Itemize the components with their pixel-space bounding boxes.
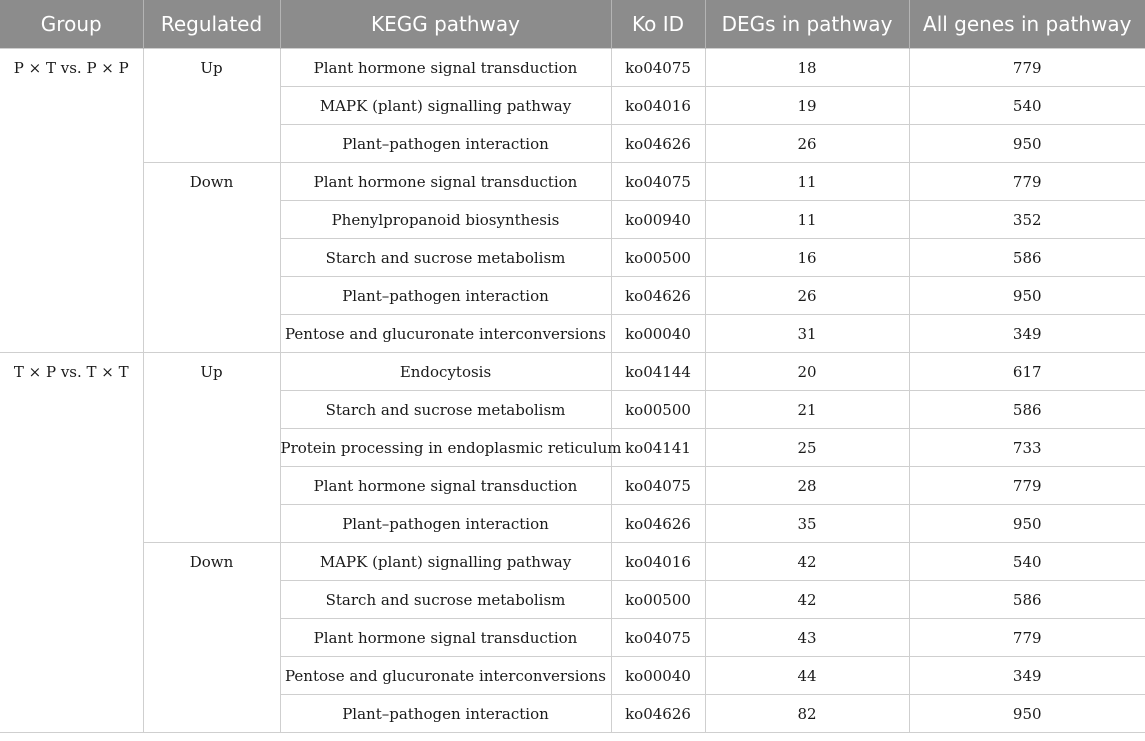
ko-id-cell: ko04626: [611, 505, 705, 543]
all-genes-cell: 950: [909, 277, 1145, 315]
degs-cell: 11: [705, 163, 909, 201]
ko-id-cell: ko04075: [611, 467, 705, 505]
ko-id-cell: ko04016: [611, 543, 705, 581]
ko-id-cell: ko00940: [611, 201, 705, 239]
kegg-pathway-cell: Starch and sucrose metabolism: [280, 239, 611, 277]
header-group: Group: [0, 0, 143, 49]
kegg-pathway-cell: Pentose and glucuronate interconversions: [280, 657, 611, 695]
degs-cell: 44: [705, 657, 909, 695]
degs-cell: 25: [705, 429, 909, 467]
table-row: [0, 49, 1145, 87]
all-genes-cell: 779: [909, 619, 1145, 657]
ko-id-cell: ko04016: [611, 87, 705, 125]
all-genes-cell: 352: [909, 201, 1145, 239]
degs-cell: 28: [705, 467, 909, 505]
degs-cell: 42: [705, 543, 909, 581]
ko-id-cell: ko04626: [611, 277, 705, 315]
table-row: [0, 543, 1145, 581]
header-regulated: Regulated: [143, 0, 280, 49]
table-row: [0, 163, 1145, 201]
ko-id-cell: ko04144: [611, 353, 705, 391]
kegg-pathway-cell: Endocytosis: [280, 353, 611, 391]
degs-cell: 16: [705, 239, 909, 277]
header-row: [0, 0, 1145, 49]
all-genes-cell: 733: [909, 429, 1145, 467]
degs-cell: 11: [705, 201, 909, 239]
kegg-pathway-cell: MAPK (plant) signalling pathway: [280, 543, 611, 581]
kegg-pathway-cell: Plant hormone signal transduction: [280, 49, 611, 87]
kegg-pathway-cell: MAPK (plant) signalling pathway: [280, 87, 611, 125]
kegg-pathway-cell: Phenylpropanoid biosynthesis: [280, 201, 611, 239]
ko-id-cell: ko00040: [611, 315, 705, 353]
kegg-pathway-cell: Plant–pathogen interaction: [280, 695, 611, 733]
degs-cell: 42: [705, 581, 909, 619]
degs-cell: 20: [705, 353, 909, 391]
degs-cell: 31: [705, 315, 909, 353]
kegg-pathway-cell: Pentose and glucuronate interconversions: [280, 315, 611, 353]
ko-id-cell: ko00500: [611, 581, 705, 619]
all-genes-cell: 586: [909, 581, 1145, 619]
group-cell: T × P vs. T × T: [0, 353, 143, 733]
all-genes-cell: 349: [909, 657, 1145, 695]
ko-id-cell: ko04626: [611, 125, 705, 163]
header-all-genes-in-pathway: All genes in pathway: [909, 0, 1145, 49]
kegg-pathway-cell: Starch and sucrose metabolism: [280, 391, 611, 429]
degs-cell: 35: [705, 505, 909, 543]
kegg-pathway-cell: Plant hormone signal transduction: [280, 163, 611, 201]
group-cell: P × T vs. P × P: [0, 49, 143, 353]
regulated-cell: Up: [143, 49, 280, 163]
table-row: [0, 353, 1145, 391]
table-body: [0, 49, 1145, 733]
ko-id-cell: ko04075: [611, 49, 705, 87]
table-header: [0, 0, 1145, 49]
degs-cell: 21: [705, 391, 909, 429]
kegg-pathway-cell: Protein processing in endoplasmic reticulum: [280, 429, 611, 467]
kegg-pathway-cell: Starch and sucrose metabolism: [280, 581, 611, 619]
all-genes-cell: 586: [909, 391, 1145, 429]
kegg-pathway-cell: Plant–pathogen interaction: [280, 277, 611, 315]
degs-cell: 82: [705, 695, 909, 733]
degs-cell: 43: [705, 619, 909, 657]
ko-id-cell: ko04141: [611, 429, 705, 467]
all-genes-cell: 586: [909, 239, 1145, 277]
degs-cell: 26: [705, 277, 909, 315]
kegg-pathway-cell: Plant hormone signal transduction: [280, 619, 611, 657]
degs-cell: 26: [705, 125, 909, 163]
degs-cell: 19: [705, 87, 909, 125]
regulated-cell: Down: [143, 163, 280, 353]
ko-id-cell: ko00040: [611, 657, 705, 695]
all-genes-cell: 779: [909, 163, 1145, 201]
all-genes-cell: 617: [909, 353, 1145, 391]
all-genes-cell: 540: [909, 87, 1145, 125]
ko-id-cell: ko04075: [611, 619, 705, 657]
regulated-cell: Down: [143, 543, 280, 733]
all-genes-cell: 779: [909, 49, 1145, 87]
kegg-pathway-cell: Plant–pathogen interaction: [280, 125, 611, 163]
all-genes-cell: 779: [909, 467, 1145, 505]
header-degs-in-pathway: DEGs in pathway: [705, 0, 909, 49]
all-genes-cell: 540: [909, 543, 1145, 581]
ko-id-cell: ko04075: [611, 163, 705, 201]
degs-cell: 18: [705, 49, 909, 87]
all-genes-cell: 950: [909, 505, 1145, 543]
all-genes-cell: 950: [909, 125, 1145, 163]
header-kegg-pathway: KEGG pathway: [280, 0, 611, 49]
ko-id-cell: ko00500: [611, 239, 705, 277]
ko-id-cell: ko00500: [611, 391, 705, 429]
ko-id-cell: ko04626: [611, 695, 705, 733]
kegg-pathway-cell: Plant–pathogen interaction: [280, 505, 611, 543]
kegg-pathway-cell: Plant hormone signal transduction: [280, 467, 611, 505]
regulated-cell: Up: [143, 353, 280, 543]
all-genes-cell: 950: [909, 695, 1145, 733]
all-genes-cell: 349: [909, 315, 1145, 353]
header-ko-id: Ko ID: [611, 0, 705, 49]
